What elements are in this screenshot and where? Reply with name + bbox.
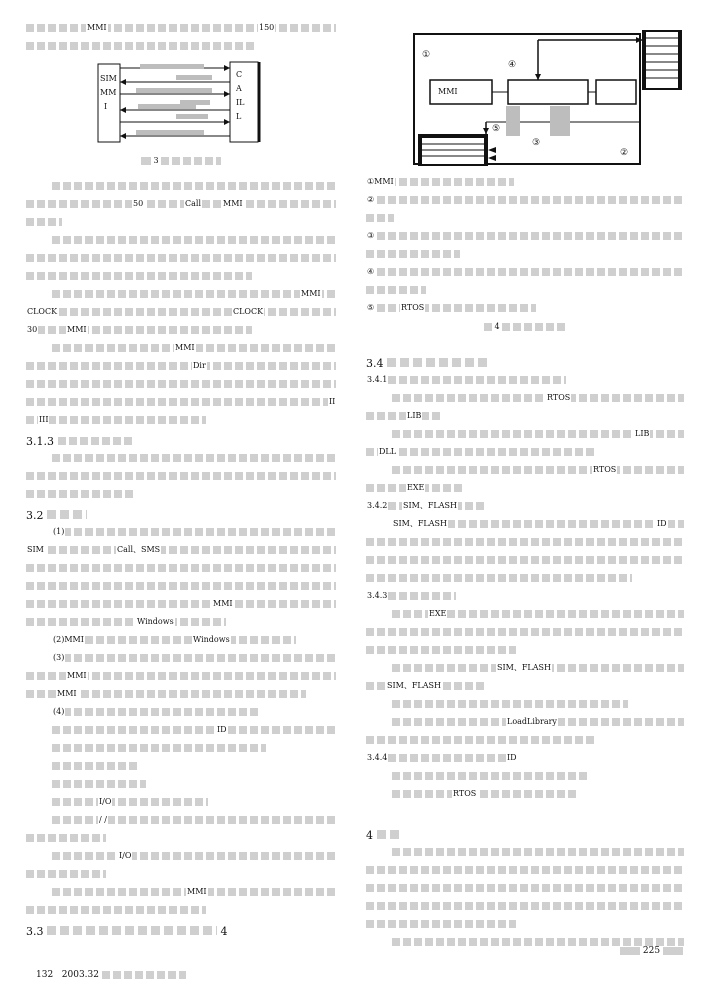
section-heading: 3.3 4 <box>26 925 228 938</box>
text-line <box>26 380 336 389</box>
note-line: ② <box>366 196 684 205</box>
text-line: MMI <box>26 290 336 299</box>
fig4-marker: ⑤ <box>492 124 501 134</box>
text-line <box>366 574 684 583</box>
text-line: I/O <box>26 852 336 861</box>
text-line <box>26 272 336 281</box>
text-line: MMI <box>26 690 336 699</box>
text-line: DLL <box>366 448 684 457</box>
text-line: SIM、FLASH <box>366 664 684 673</box>
figure-3-caption: 3 <box>26 156 336 168</box>
text-line <box>26 218 336 227</box>
text-line <box>26 472 336 481</box>
text-line <box>366 884 684 893</box>
figure-4-caption: 4 <box>366 322 684 334</box>
text-line: SIM、FLASH <box>366 682 684 691</box>
text-line <box>26 582 336 591</box>
text-line <box>26 762 336 771</box>
figure-4 <box>410 30 686 168</box>
text-line <box>26 454 336 463</box>
text-line: SIM Call、SMS <box>26 546 336 555</box>
text-line: (3) <box>26 654 336 663</box>
text-line: Dir <box>26 362 336 371</box>
figure-4-diagram <box>410 30 686 168</box>
text-line: II <box>26 398 336 407</box>
text-line: (4) <box>26 708 336 717</box>
page-ref: 225 <box>620 946 683 956</box>
fig4-marker: ① <box>422 50 431 60</box>
text-line <box>26 182 336 191</box>
text-line: (1) <box>26 528 336 537</box>
text-line: RTOS <box>366 790 684 799</box>
text-line: LoadLibrary <box>366 718 684 727</box>
note-line: ④ <box>366 268 684 277</box>
left-column <box>26 24 336 944</box>
text-line <box>26 870 336 879</box>
note-line <box>366 250 684 259</box>
text-line: Windows <box>26 618 336 627</box>
text-line <box>26 42 336 51</box>
page-footer <box>36 970 186 980</box>
text-line <box>26 906 336 915</box>
text-line <box>26 254 336 263</box>
section-heading: 3.2 <box>26 508 336 524</box>
text-line: / / <box>26 816 336 825</box>
text-line: I/O <box>26 798 336 807</box>
text-line: EXE <box>366 610 684 619</box>
figure-3 <box>96 60 266 150</box>
text-line <box>26 236 336 245</box>
fig3-label-left: MM <box>100 88 117 97</box>
note-line: ①MMI <box>366 178 684 187</box>
text-line <box>366 628 684 637</box>
right-column <box>366 30 684 956</box>
text-line <box>26 744 336 753</box>
text-line <box>26 834 336 843</box>
text-line <box>366 772 684 781</box>
fig4-box-label: MMI <box>438 87 458 96</box>
section-heading: 3.4.1 <box>366 376 684 385</box>
journal-issue: 2003.32 <box>61 970 99 980</box>
text-line <box>366 700 684 709</box>
text-line <box>366 920 684 929</box>
text-line: LIB <box>366 430 684 439</box>
note-line: ⑤ RTOS <box>366 304 684 313</box>
section-heading: 3.4.4 ID <box>367 753 517 762</box>
text-line: MMI 150 <box>26 24 336 33</box>
section-heading: 3.1.3 <box>26 434 336 450</box>
section-heading: 3.4.3 <box>366 592 684 601</box>
fig3-label-right: IL <box>236 98 245 107</box>
text-line <box>366 866 684 875</box>
fig3-label-right: C <box>236 70 243 79</box>
text-line: RTOS <box>366 394 684 403</box>
text-line <box>366 538 684 547</box>
text-line <box>366 646 684 655</box>
text-line: RTOS <box>366 466 684 475</box>
text-line: MMI <box>26 888 336 897</box>
text-line: MMI <box>26 672 336 681</box>
text-line: ID <box>26 726 336 735</box>
page-number: 132 <box>36 970 54 980</box>
text-line: LIB <box>366 412 684 421</box>
fig3-label-left: SIM <box>100 74 117 83</box>
section-heading: 3.4.2 SIM、FLASH <box>366 502 684 511</box>
fig4-marker: ③ <box>532 138 541 148</box>
section-heading: 3.4 <box>366 356 684 372</box>
fig4-marker: ② <box>620 148 629 158</box>
note-line <box>366 214 684 223</box>
text-line: 50 Call MMI <box>26 200 336 209</box>
text-line <box>366 736 684 745</box>
text-line: 30 MMI <box>26 326 336 335</box>
text-line: III <box>26 416 336 425</box>
fig3-label-right: L <box>236 112 242 121</box>
text-line: (2)MMI Windows <box>26 636 336 645</box>
text-line: CLOCK CLOCK <box>26 308 336 317</box>
text-line <box>366 902 684 911</box>
text-line <box>26 490 336 499</box>
text-line: MMI <box>26 344 336 353</box>
note-line: ③ <box>366 232 684 241</box>
text-line <box>366 848 684 857</box>
fig3-label-right: A <box>236 84 242 93</box>
fig4-marker: ④ <box>508 60 517 70</box>
text-line <box>26 780 336 789</box>
text-line: EXE <box>366 484 684 493</box>
text-line: MMI <box>26 600 336 609</box>
note-line <box>366 286 684 295</box>
text-line: SIM、FLASH ID <box>366 520 684 529</box>
fig3-label-left: I <box>104 102 108 111</box>
text-line <box>26 564 336 573</box>
text-line <box>366 556 684 565</box>
section-heading: 4 <box>366 828 684 844</box>
